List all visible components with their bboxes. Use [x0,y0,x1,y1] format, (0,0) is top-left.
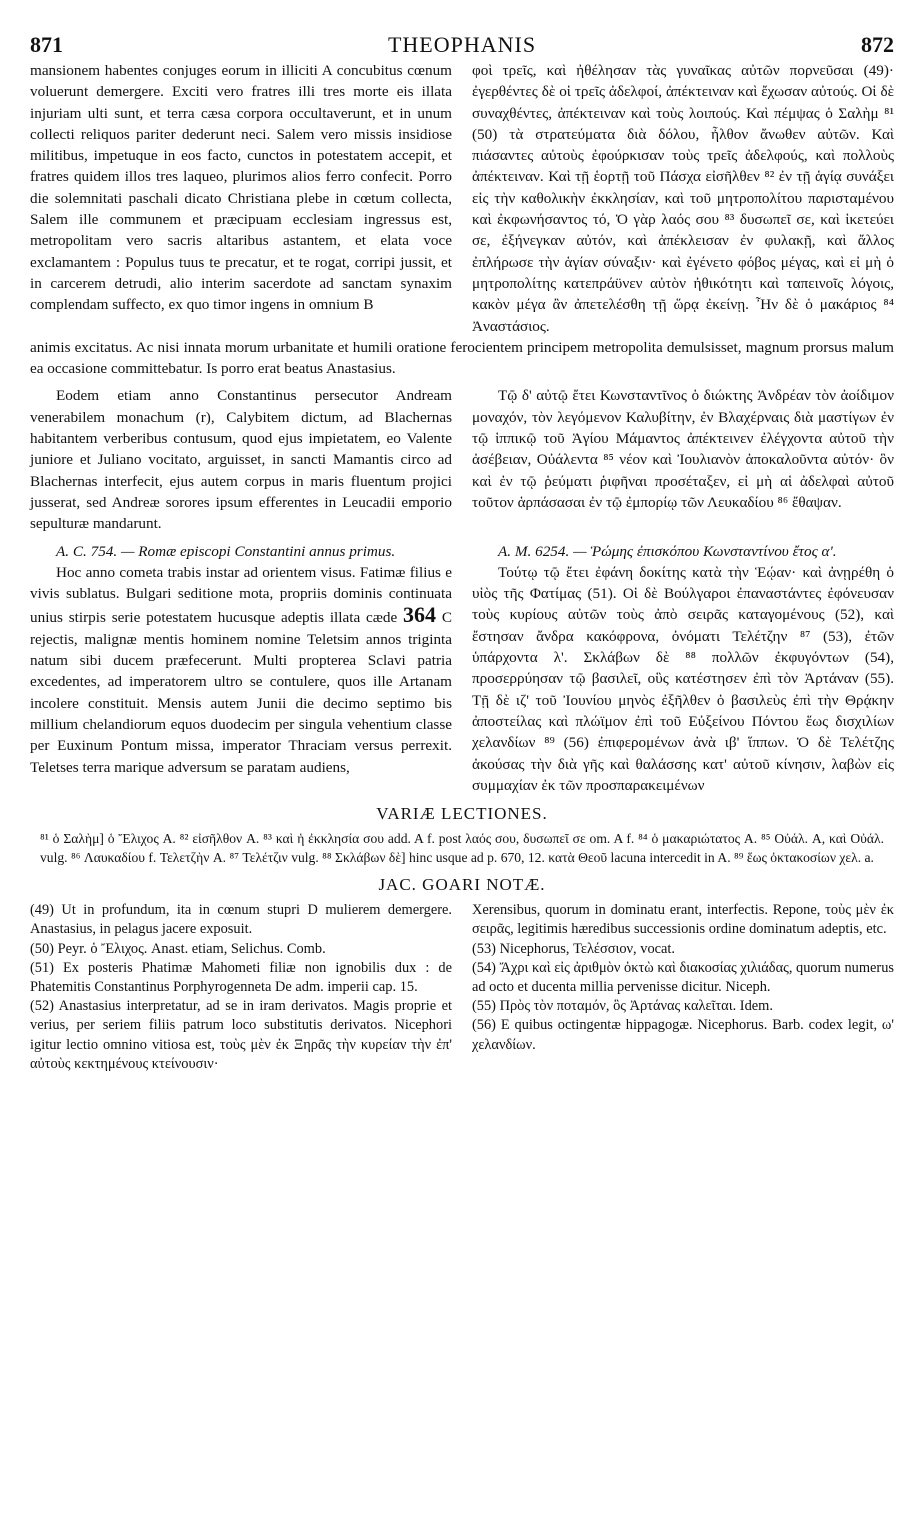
page [30,28,894,1074]
latin-column [30,541,452,797]
latin-column [30,385,452,534]
latin-text: rejectis, malignæ mentis hominem nomine Teletsim annos triginta natum sibi ducem præfecerunt. Multi propterea Sclavi patria excedentes, ad imperatorem ultro se contulere, quos ille Artanam incolere constituit. Mensis autem Junii die decimo septimo bis millium chelandiorum equos duodecim per singula vehentium classe per Euxinum Pontum missa, imperator Thraciam versus perrexit. Teletses terra marique adversum se paratam audiens, [30,630,452,776]
notes-right [472,901,894,1074]
note: (55) Πρὸς τὸν ποταμόν, ὃς Ἀρτάνας καλεῖται. Idem. [472,998,773,1015]
left-page-number: 871 [30,32,63,57]
note: (49) Ut in profundum, ita in cœnum stupri D mulierem demergere. Anastasius, in pelagus jacere exposuit. [30,902,452,938]
right-page-number: 872 [861,32,894,57]
greek-column [472,385,894,534]
year-heading-latin: A. C. 754. — Romæ episcopi Constantini annus primus. [56,542,396,560]
full-width-continuation: animis excitatus. Ac nisi innata morum urbanitate et humili oratione ferocientem principem metropolita demulsisset, magnum prorsus malum ea occasione committebatur. Is porro erat beatus Anastasius. [30,338,894,378]
year-columns [30,541,894,797]
year-heading-greek: A. M. 6254. — Ῥώμης ἐπισκόπου Κωνσταντίνου ἔτος α'. [498,542,837,560]
note: (56) E quibus octingentæ hippagogæ. Nicephorus. Barb. codex legit, ω' χελανδίων. [472,1017,894,1053]
greek-column [472,60,894,337]
note: (54) Ἄχρι καὶ εἰς ἀριθμὸν ὀκτὼ καὶ διακοσίας χιλιάδας, quorum numerus ad octo et ducenta millia pervenisse dicitur. Niceph. [472,959,894,995]
note: (50) Peyr. ὁ Ἔλιχος. Anast. etiam, Selichus. Comb. [30,940,326,957]
variae-title: VARIÆ LECTIONES. [376,804,548,824]
note: (51) Ex posteris Phatimæ Mahometi filiæ non ignobilis dux : de Phatemitis Constantinus Porphyrogenneta De adm. imperii cap. 15. [30,959,452,995]
note: Xerensibus, quorum in dominatu erant, interfectis. Repone, τοὺς μὲν ἐκ σειρᾶς, legitimis hæredibus successionis ordine dominatum adeptis, etc. [472,902,894,938]
running-title: THEOPHANIS [387,32,537,57]
margin-letter: C [441,609,453,627]
note: (52) Anastasius interpretatur, ad se in iram derivatos. Magis proprie et verius, per seriem filiis patrum loco substitutis derivatos. Nicephori igitur lectio omnino vitiosa est, τοὺς μὲν ἐκ Ξηρᾶς τὴν κυρείαν τὴν ἐπ' αὐτοὺς κεκτημένους κτείνουσιν· [30,998,452,1072]
latin-paragraph: mansionem habentes conjuges eorum in illiciti A concubitus cœnum voluerunt demergere. Exciti vero fratres illi tres morte eis illata injuriam ulti sunt, et terra cæsa corpora occultaverunt, et in unum collecti reliquos pariter dederunt neci. Salem vero missis insidiose militibus, impetuque in eos facto, cunctos in potestatem accepit, et fratres quidem illos tres laqueo, plurimos alios ferro confecit. Porro die solemnitati paschali dicato Christiana plebe in cœtum collecta, Salem ille communem et præcipuam ecclesiam ingressus est, metropolitam vero sacris altaribus astantem, et elata voce exclamantem : Populus tuus te precatur, et te rogat, corripi jussit, et in carcerem detrudi, alio interim sacerdote ad sanctam synaxim complendam suffecto, ex quo timor ingens in omnium B [30,62,452,314]
greek-column [472,541,894,797]
latin-column [30,60,452,337]
greek-paragraph: Τούτῳ τῷ ἔτει ἐφάνη δοκίτης κατὰ τὴν Ἑῴαν· καὶ ἀνῃρέθη ὁ υἱὸς τῆς Φατίμας (51). Οἱ δὲ Βούλγαροι ἐπαναστάντες ἐφόνευσαν τοὺς κυρίους αὐτῶν τοὺς ἀπὸ σειρᾶς καταγομένους (52), καὶ ἔστησαν ἄνδρα κακόφρονα, ὀνόματι Τελέτζην ⁸⁷ (53), ἐτῶν ὑπάρχοντα λ'. Σκλάβων δὲ ⁸⁸ πολλῶν ἐκφυγόντων (54), προσερρύησαν τῷ βασιλεῖ, οὓς κατέστησεν ἐπὶ τὸν Ἀρτάναν (55). Τῇ δὲ ιζ' τοῦ Ἰουνίου μηνὸς ἐξῆλθεν ὁ βασιλεὺς ἐπὶ τὴν Θρᾴκην ἀποστείλας καὶ πλώϊμον ἐπὶ τοῦ Εὐξείνου Πόντου ἕως δισχιλίων χελανδίων ⁸⁹ (56) ἐπιφερομένων ἀνὰ ιβ' ἵππων. Ὁ δὲ Τελέτζης ἀκούσας τὴν διὰ γῆς καὶ θαλάσσης κατ' αὐτοῦ κίνησιν, λαβὼν εἰς συμμαχίαν ἐκ τῶν προσπαρακειμένων [472,563,894,794]
latin-paragraph: Eodem etiam anno Constantinus persecutor Andream venerabilem monachum (r), Calybitem dictum, ad Blachernas habitantem verberibus contusum, quod ejus impietatem, eo Valente juniore et Juliano vocitato, arguisset, in sancti Mamantis circo ad Blachernas interfecit, ejus autem corpus in maris fluentum projici jusserat, sed Andreæ sorores ipsum efferentes in Leucadii emporio sepulturæ mandarunt. [30,387,452,533]
note: (53) Nicephorus, Τελέσσιον, vocat. [472,940,676,957]
variae-text: ⁸¹ ὁ Σαλὴμ] ὁ Ἔλιχος A. ⁸² εἰσῆλθον A. ⁸³ καὶ ἡ ἐκκλησία σου add. A f. post λαός σου, δυσωπεῖ σε om. A f. ⁸⁴ ὁ μακαριώτατος A. ⁸⁵ Οὐάλ. A, καὶ Οὐάλ. vulg. ⁸⁶ Λαυκαδίου f. Τελετζὴν A. ⁸⁷ Τελέτζιν vulg. ⁸⁸ Σκλάβων δὲ] hinc usque ad p. 670, 12. κατὰ Θεοῦ lacuna intercedit in A. ⁸⁹ ἕως ὀκτακοσίων χελ. a. [40,831,884,865]
andreas-columns [30,385,894,534]
notes-columns [30,901,894,1074]
greek-paragraph: φοὶ τρεῖς, καὶ ἠθέλησαν τὰς γυναῖκας αὐτῶν πορνεῦσαι (49)· ἐγερθέντες δὲ οἱ τρεῖς ἀδελφοί, ἀπέκτειναν καὶ ἔχωσαν αὐτούς. Οἱ δὲ συναχθέντες, ἀπέκτειναν καὶ τοὺς λοιπούς. Καὶ πέμψας ὁ Σαλὴμ ⁸¹ (50) τὰ στρατεύματα διὰ δόλου, ἦλθον ἄνωθεν αὐτῶν. Καὶ πιάσαντες αὐτοὺς ἐφούρκισαν τοὺς τρεῖς ἀδελφούς, καὶ πολλοὺς ἀπέκτειναν. Καὶ τῇ ἑορτῇ τοῦ Πάσχα εἰσῆλθεν ⁸² ἐν τῇ ἁγίᾳ συνάξει εἰς τὴν καθολικὴν ἐκκλησίαν, καὶ τοῦ μητροπολίτου παρισταμένου καὶ ἐκφωνήσαντος τό, Ὁ γὰρ λαός σου ⁸³ δυσωπεῖ σε, καὶ ἱκετεύει σε, ἐξήνεγκαν αὐτόν, καὶ ἀπέκλεισαν ἐν φυλακῇ, καὶ ἄλλος ἐπλήρωσε τὴν ἁγίαν σύναξιν· καὶ ἐγένετο φόβος μέγας, καὶ εἰ μὴ ὁ μητροπολίτης κατεπράϋνεν αὐτὸν ἠθικότητι καὶ ταπεινοῖς λόγοις, κακὸν μέγα ἂν ἀπετελέσθη τῇ ὥρᾳ ἐκείνῃ. Ἦν δὲ ὁ μακάριος ⁸⁴ Ἀναστάσιος. [472,62,894,335]
latin-paragraph [30,562,452,778]
page-marker: 364 [403,602,437,628]
top-columns [30,60,894,337]
greek-paragraph: Τῷ δ' αὐτῷ ἔτει Κωνσταντῖνος ὁ διώκτης Ἀνδρέαν τὸν ἀοίδιμον μοναχόν, τὸν λεγόμενον Καλυβίτην, ἐν Βλαχέρναις διὰ μαστίγων ἐν τῷ ἱππικῷ τοῦ Ἁγίου Μάμαντος ἀπέκτεινεν ἐλέγχοντα αὐτοῦ τὴν ἀσέβειαν, Οὐάλεντα ⁸⁵ νέον καὶ Ἰουλιανὸν ἀποκαλοῦντα αὐτόν· ὃν καὶ ἐν τῷ ῥεύματι ῥιφῆναι προσέταξεν, εἰ μὴ αἱ ἀδελφαὶ αὐτοῦ τοῦτον ἁρπάσασαι ἐν τῷ ἐμπορίῳ τῶν Λευκαδίου ⁸⁶ ἔθαψαν. [472,387,894,511]
notae-title: JAC. GOARI NOTÆ. [378,875,546,895]
notes-left [30,901,452,1074]
latin-text: Hoc anno cometa trabis instar ad orientem visus. Fatimæ filius e vivis sublatus. Bulgari seditione mota, propriis dominis continuata unius stirpis serie potestatem hucusque adeptis illata cæde [30,563,452,627]
running-header [30,28,894,60]
